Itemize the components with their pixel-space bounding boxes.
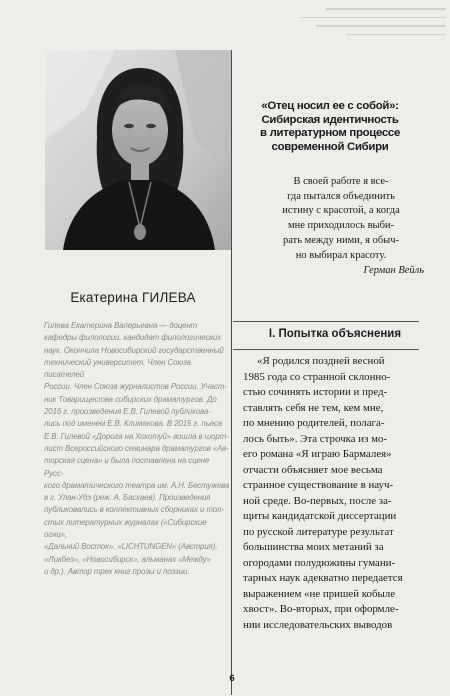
- epigraph-line: рать между ними, я обыч-: [282, 234, 400, 246]
- epigraph-line: но выбирал красоту.: [295, 249, 387, 261]
- column-divider: [231, 50, 232, 695]
- bio-line: кого драматического театра им. А.Н. Бестужева: [44, 480, 230, 490]
- body-line: огородами полудюжины гумани-: [243, 556, 396, 569]
- epigraph-line: истину с красотой, а когда: [282, 205, 400, 217]
- epigraph-line: В своей работе я все-: [293, 176, 389, 187]
- heading-rule-bottom: [233, 349, 419, 350]
- bio-line: Гилева Екатерина Валерьевна — доцент: [44, 321, 198, 330]
- body-line: щиты кандидатской диссертации: [243, 510, 397, 522]
- bio-line: лись под именем Е.В. Климакова. В 2015 г. пьеса: [44, 419, 222, 429]
- epigraph-line: мне приходилось выби-: [287, 220, 395, 232]
- bio-line: кафедры филологии, кандидат филологических: [44, 333, 222, 343]
- bio-line: «Дальний Восток», «LICHTUNGEN» (Австрия),: [44, 542, 218, 552]
- show-through-text: [300, 1, 446, 47]
- bio-line: 2016 г. произведения Е.В. Гилевой публикова-: [44, 407, 211, 417]
- bio-line: ник Товарищества сибирских драматургов. До: [44, 394, 217, 404]
- bio-line: наук. Окончила Новосибирский государственный: [44, 345, 224, 355]
- heading-rule-top: [233, 321, 419, 322]
- bio-line: «Ликбез», «Новосибирск», альманах «Между»: [44, 554, 211, 564]
- body-line: нии исследовательских выводов: [243, 618, 393, 631]
- bio-line: и др.). Автор трех книг прозы и поэзии.: [44, 566, 190, 576]
- epigraph-author: Герман Вейль: [363, 265, 424, 276]
- body-line: ной среде. Во-первых, после за-: [243, 494, 392, 507]
- body-line: хвост». Во-вторых, при оформле-: [243, 603, 399, 615]
- page-number: 6: [229, 673, 235, 684]
- body-line: тарных наук адекватно передается: [243, 572, 403, 584]
- epigraph: [258, 175, 424, 263]
- bio-line: стых литературных журналах («Сибирские огни»,: [44, 517, 207, 540]
- title-line: «Отец носил ее с собой»:: [261, 100, 399, 112]
- author-bio: [44, 320, 230, 578]
- article-title: [242, 100, 418, 154]
- bio-line: лист Всероссийского семинара драматургов «Ав-: [44, 443, 229, 453]
- title-line: в литературном процессе: [260, 127, 400, 139]
- body-line: стью сочинять истории и пред-: [243, 386, 388, 398]
- author-name: Екатерина ГИЛЕВА: [70, 290, 196, 305]
- body-line: 1985 года со странной склонно-: [243, 370, 391, 383]
- article-body: [243, 354, 423, 633]
- bio-line: торская сцена» и была поставлена на сцене Русс-: [44, 456, 210, 478]
- body-line: отчасти объясняет мое весьма: [243, 463, 383, 476]
- body-line: «Я родился поздней весной: [257, 355, 385, 367]
- body-line: ставлять себя не тем, кем мне,: [243, 401, 384, 414]
- title-line: современной Сибири: [271, 140, 389, 153]
- bio-line: в г. Улан-Удэ (реж. А. Басхаев). Произведения: [44, 493, 211, 503]
- title-line: Сибирская идентичность: [261, 113, 399, 126]
- author-photo: [45, 50, 231, 250]
- body-line: его романа «Я играю Бармалея»: [243, 448, 392, 460]
- bio-line: Е.В. Гилевой «Дорога на Хохотуй» вошла в шорт-: [44, 431, 229, 441]
- epigraph-line: гда пытался объединить: [287, 190, 395, 202]
- body-line: выражением «не пришей кобыле: [243, 587, 396, 600]
- body-line: лось быть». Эта строчка из мо-: [243, 432, 388, 445]
- body-line: странное существование в науч-: [243, 479, 394, 491]
- body-line: большинства моих метаний за: [243, 541, 384, 553]
- bio-line: технический университет. Член Союза писателей: [44, 357, 191, 380]
- body-line: по мнению родителей, полага-: [243, 417, 385, 429]
- bio-line: России. Член Союза журналистов России. Участ-: [44, 382, 227, 392]
- bio-line: публиковались в коллективных сборниках и тол-: [44, 505, 224, 515]
- body-line: по русской литературе результат: [243, 525, 394, 538]
- section-heading: I. Попытка объяснения: [268, 328, 402, 340]
